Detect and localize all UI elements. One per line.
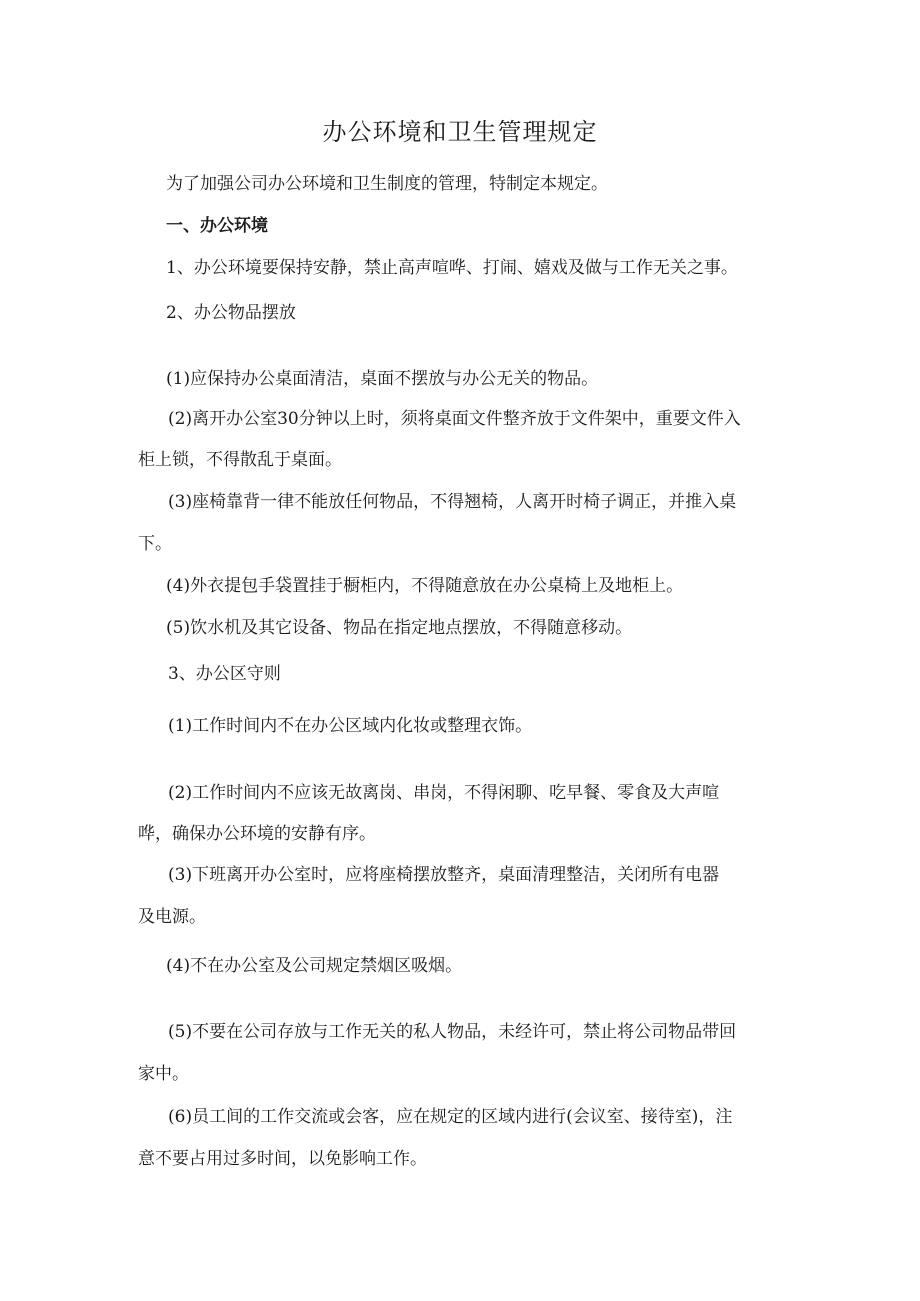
rule-item-1: 1、办公环境要保持安静，禁止高声喧哗、打闹、嬉戏及做与工作无关之事。 [166,258,738,278]
rule-item-2-4: (4)外衣提包手袋置挂于橱柜内，不得随意放在办公桌椅上及地柜上。 [166,576,684,596]
rule-item-2-1: (1)应保持办公桌面清洁，桌面不摆放与办公无关的物品。 [166,369,599,389]
rule-item-2-3-line-1: (3)座椅靠背一律不能放任何物品，不得翘椅，人离开时椅子调正，并推入桌 [168,492,737,512]
rule-item-2-2-line-2: 柜上锁，不得散乱于桌面。 [138,450,342,470]
rule-item-3-5-line-1: (5)不要在公司存放与工作无关的私人物品，未经许可，禁止将公司物品带回 [168,1022,737,1042]
rule-item-2: 2、办公物品摆放 [166,303,296,323]
rule-item-2-3-line-2: 下。 [138,534,172,554]
rule-item-3-3-line-1: (3)下班离开办公室时，应将座椅摆放整齐，桌面清理整洁，关闭所有电器 [168,865,720,885]
rule-item-3: 3、办公区守则 [168,664,281,684]
rule-item-3-6-line-2: 意不要占用过多时间，以免影响工作。 [138,1149,427,1169]
section-heading-office-environment: 一、办公环境 [166,216,268,236]
rule-item-3-2-line-1: (2)工作时间内不应该无故离岗、串岗，不得闲聊、吃早餐、零食及大声喧 [168,783,720,803]
document-title: 办公环境和卫生管理规定 [322,118,598,146]
rule-item-3-6-line-1: (6)员工间的工作交流或会客，应在规定的区域内进行(会议室、接待室)，注 [168,1107,733,1127]
intro-paragraph: 为了加强公司办公环境和卫生制度的管理，特制定本规定。 [166,174,608,194]
rule-item-3-5-line-2: 家中。 [138,1064,189,1084]
rule-item-2-2-line-1: (2)离开办公室30分钟以上时，须将桌面文件整齐放于文件架中，重要文件入 [168,409,741,429]
rule-item-3-4: (4)不在办公室及公司规定禁烟区吸烟。 [166,956,463,976]
rule-item-3-3-line-2: 及电源。 [138,907,206,927]
rule-item-3-2-line-2: 哗，确保办公环境的安静有序。 [138,824,376,844]
rule-item-2-5: (5)饮水机及其它设备、物品在指定地点摆放，不得随意移动。 [166,618,633,638]
rule-item-3-1: (1)工作时间内不在办公区域内化妆或整理衣饰。 [168,716,533,736]
